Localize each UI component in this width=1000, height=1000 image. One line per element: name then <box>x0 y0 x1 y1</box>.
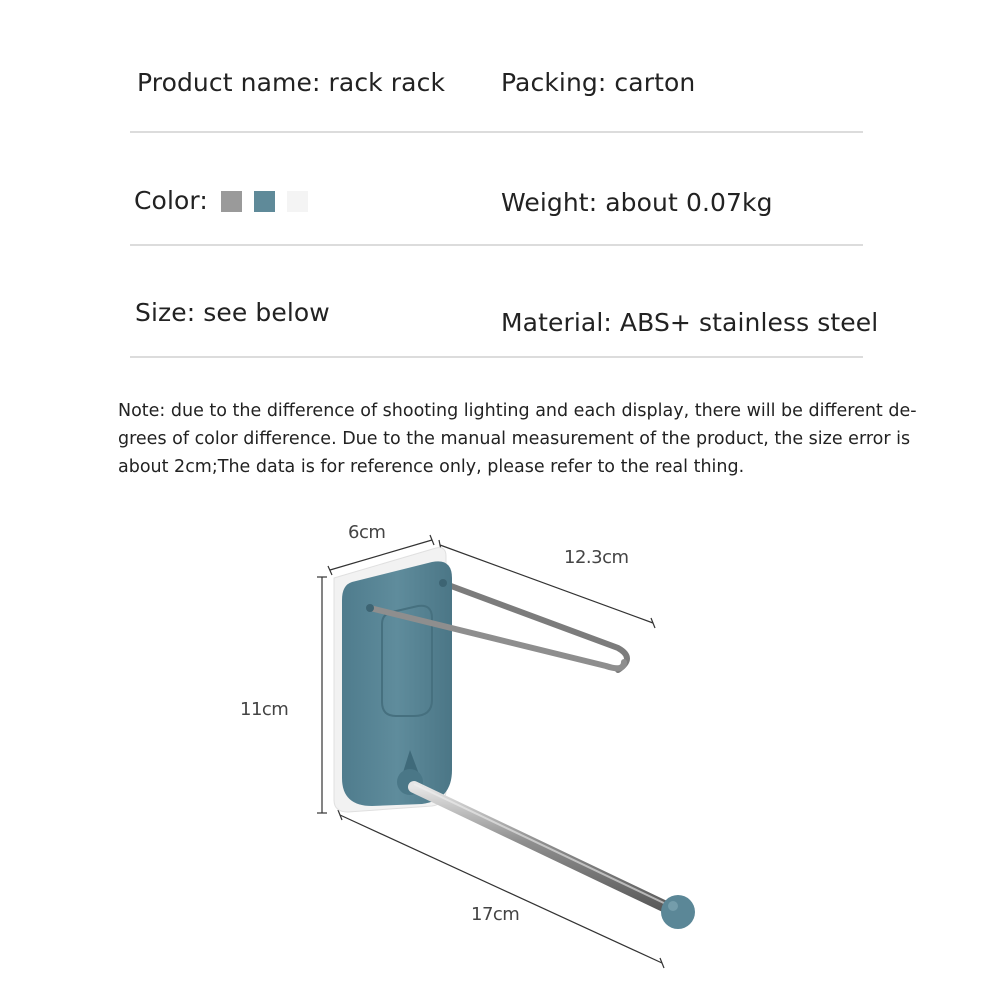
material-text: Material: ABS+ stainless steel <box>501 308 879 337</box>
product-name-text: Product name: rack rack <box>137 68 446 97</box>
rack-illustration <box>334 548 695 929</box>
packing-text: Packing: carton <box>501 68 696 97</box>
note-line: Note: due to the difference of shooting lighting and each display, there will be different de- <box>118 401 917 421</box>
note-line: about 2cm;The data is for reference only, please refer to the real thing. <box>118 457 745 477</box>
length-dimension-label: 17cm <box>471 904 520 925</box>
size-text: Size: see below <box>135 298 330 327</box>
weight-text: Weight: about 0.07kg <box>501 188 773 217</box>
width-dimension-label: 6cm <box>348 522 386 543</box>
height-dimension-label: 11cm <box>240 699 289 720</box>
note-line: grees of color difference. Due to the manual measurement of the product, the size error is <box>118 429 911 449</box>
depth-dimension-label: 12.3cm <box>564 547 629 568</box>
color-label: Color: <box>134 186 208 215</box>
